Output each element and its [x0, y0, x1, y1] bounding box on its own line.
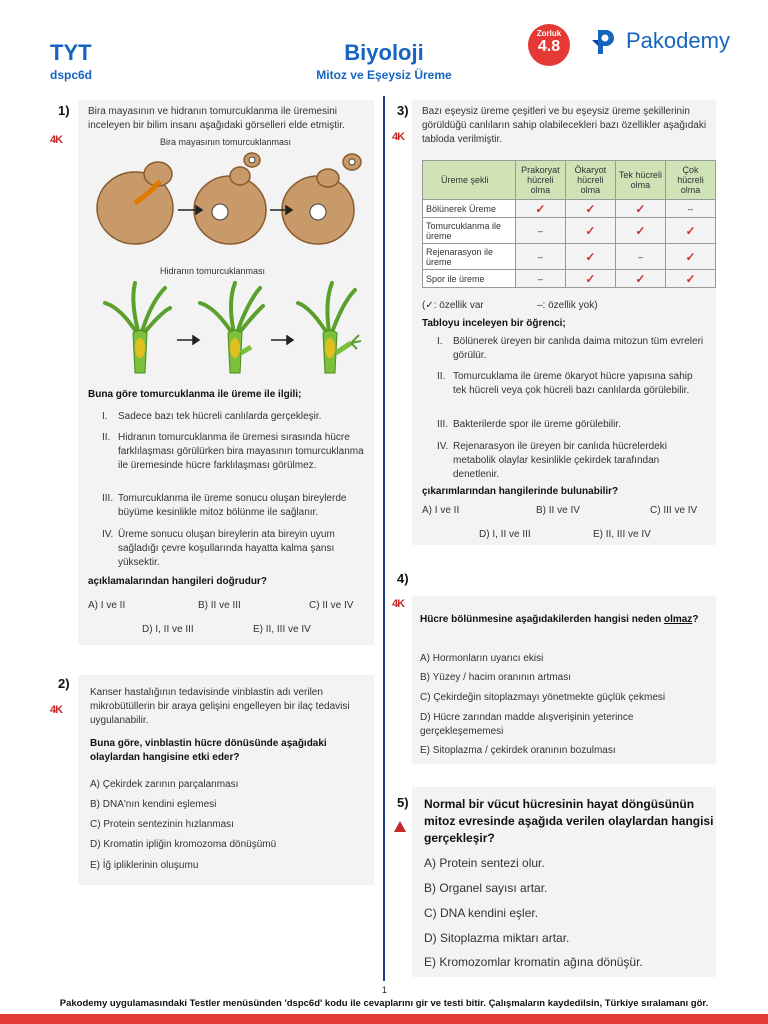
brand-logo	[590, 26, 730, 56]
item-text: Sadece bazı tek hücreli canlılarda gerçekleşir.	[118, 411, 322, 422]
row-label: Bölünerek Üreme	[423, 200, 516, 218]
table-header: Çok hücreli olma	[665, 161, 715, 200]
option-b[interactable]: B) DNA'nın kendini eşlemesi	[90, 799, 217, 810]
option-b[interactable]: B) II ve III	[198, 600, 241, 611]
table-cell: ✓	[565, 270, 615, 288]
table-row	[423, 218, 716, 244]
hydra-caption: Hidranın tomurcuklanması	[160, 266, 266, 276]
option-b[interactable]: B) II ve IV	[536, 505, 580, 516]
table-cell: ✓	[665, 244, 715, 270]
footer-bar	[0, 1014, 768, 1024]
difficulty-value: 4.8	[537, 38, 561, 55]
table-cell: ✓	[565, 244, 615, 270]
item-numeral: III.	[437, 419, 449, 430]
item-text: Tomurcuklama ile üreme ökaryot hücre yapısına sahip tek hücreli veya çok hücreli bazı canlılarda görülebilir.	[453, 371, 693, 396]
reproduction-table	[422, 160, 716, 288]
item-numeral: II.	[102, 432, 111, 443]
question-2-stem: Kanser hastalığının tedavisinde vinblastin adı verilen mikrobütüllerin bir araya gelişini engelleyen bir ilaç tedavisi uygulanabilir.	[90, 687, 350, 726]
question-5-stem: Normal bir vücut hücresinin hayat döngüsünün mitoz evresinde aşağıda verilen olaylardan hangisi gerçekleşir?	[424, 797, 714, 845]
yeast-budding-illustration	[90, 148, 370, 248]
option-a[interactable]: A) Protein sentezi olur.	[424, 856, 545, 870]
pakodemy-logo-icon	[590, 26, 620, 56]
table-cell: ✓	[615, 218, 665, 244]
hydra-budding-illustration	[95, 278, 370, 378]
option-e[interactable]: E) Sitoplazma / çekirdek oranının bozulması	[420, 745, 616, 756]
table-row	[423, 244, 716, 270]
stem-text: Hücre bölünmesine aşağıdakilerden hangisi neden	[420, 614, 662, 625]
question-5-number: 5)	[397, 795, 409, 810]
question-3-ask: çıkarımlarından hangilerinde bulunabilir?	[422, 486, 619, 497]
item-text: Rejenarasyon ile üreyen bir canlıda hücrelerdeki metabolik olaylar kesinlikle çekirdek tarafından denetlenir.	[453, 441, 668, 480]
table-cell: –	[515, 244, 565, 270]
source-logo: 4K	[50, 134, 63, 146]
option-a[interactable]: A) Çekirdek zarının parçalanması	[90, 779, 239, 790]
stem-underlined: olmaz	[663, 614, 693, 625]
option-c[interactable]: C) II ve IV	[309, 600, 354, 611]
table-header-row	[423, 161, 716, 200]
difficulty-label: Zorluk	[536, 29, 562, 38]
question-1-stem: Bira mayasının ve hidranın tomurcuklanma ile üremesini inceleyen bir bilim insanı aşağıdaki görselleri elde etmiştir.	[88, 106, 345, 131]
table-cell: –	[515, 270, 565, 288]
table-header: Ökaryot hücreli olma	[565, 161, 615, 200]
table-cell: –	[615, 244, 665, 270]
option-a[interactable]: A) I ve II	[88, 600, 126, 611]
legend-yes: (✓: özellik var	[422, 300, 484, 311]
question-1-ask: açıklamalarından hangileri doğrudur?	[88, 576, 267, 587]
option-c[interactable]: C) III ve IV	[650, 505, 698, 516]
table-cell: ✓	[565, 218, 615, 244]
question-1-lead: Buna göre tomurcuklanma ile üreme ile ilgili;	[88, 389, 302, 400]
item-text: Bakterilerde spor ile üreme görülebilir.	[453, 419, 621, 430]
item-text: Bölünerek üreyen bir canlıda daima mitozun tüm evreleri görülür.	[453, 336, 704, 361]
table-cell: ✓	[565, 200, 615, 218]
option-c[interactable]: C) DNA kendini eşler.	[424, 906, 539, 920]
item-text: Üreme sonucu oluşan bireylerin ata bireyin uyum sağladığı çevre koşullarında hayatta kalma şansı yüksektir.	[118, 529, 335, 568]
option-d[interactable]: D) I, II ve III	[142, 624, 194, 635]
difficulty-badge	[528, 24, 570, 66]
source-logo: 4K	[392, 131, 405, 143]
table-cell: ✓	[615, 200, 665, 218]
option-d[interactable]: D) Hücre zarından madde alışverişinin yeterince gerçekleşememesi	[420, 712, 634, 737]
table-header: Üreme şekli	[423, 161, 516, 200]
question-4-stem	[420, 613, 710, 627]
item-numeral: I.	[437, 336, 443, 347]
item-numeral: I.	[102, 411, 108, 422]
item-numeral: IV.	[102, 529, 114, 540]
warning-triangle-icon	[394, 821, 406, 832]
table-row	[423, 200, 716, 218]
table-cell: ✓	[615, 270, 665, 288]
table-header: Tek hücreli olma	[615, 161, 665, 200]
option-c[interactable]: C) Çekirdeğin sitoplazmayı yönetmekte güçlük çekmesi	[420, 692, 666, 703]
source-logo: 4K	[50, 704, 63, 716]
topic-title: Mitoz ve Eşeysiz Üreme	[316, 68, 452, 82]
page-number: 1	[382, 985, 388, 995]
question-2-lead: Buna göre, vinblastin hücre dönüsünde aşağıdaki olaylardan hangisine etki eder?	[90, 738, 327, 763]
option-d[interactable]: D) Kromatin ipliğin kromozoma dönüşümü	[90, 839, 277, 850]
option-e[interactable]: E) II, III ve IV	[593, 529, 651, 540]
item-numeral: IV.	[437, 441, 449, 452]
option-e[interactable]: E) İğ ipliklerinin oluşumu	[90, 860, 199, 871]
option-a[interactable]: A) Hormonların uyarıcı ekisi	[420, 653, 544, 664]
brand-name: Pakodemy	[626, 28, 730, 53]
table-cell: –	[665, 200, 715, 218]
table-cell: ✓	[665, 218, 715, 244]
option-b[interactable]: B) Yüzey / hacim oranının artması	[420, 672, 571, 683]
footer-instructions: Pakodemy uygulamasındaki Testler menüsünden 'dspc6d' kodu ile cevaplarını gir ve testi bitir. Çalışmaların kaydedilsin, Türkiye sıralamanı gör.	[59, 998, 709, 1009]
test-code: dspc6d	[50, 68, 93, 82]
yeast-caption: Bira mayasının tomurcuklanması	[160, 137, 292, 147]
legend-no: –: özellik yok)	[537, 300, 598, 311]
item-text: Hidranın tomurcuklanma ile üremesi sırasında hücre farklılaşması görülürken bira mayasının tomurcuklanma ile üremesinde hücre farklılaşması görülmez.	[118, 432, 364, 471]
table-cell: –	[515, 218, 565, 244]
row-label: Spor ile üreme	[423, 270, 516, 288]
source-logo: 4K	[392, 598, 405, 610]
question-1-number: 1)	[58, 103, 70, 118]
table-cell: ✓	[665, 270, 715, 288]
row-label: Rejenarasyon ile üreme	[423, 244, 516, 270]
item-text: Tomurcuklanma ile üreme sonucu oluşan bireylerde büyüme kesinlikle mitoz bölünme ile sağlanır.	[118, 493, 347, 518]
row-label: Tomurcuklanma ile üreme	[423, 218, 516, 244]
option-b[interactable]: B) Organel sayısı artar.	[424, 881, 548, 895]
table-row	[423, 270, 716, 288]
question-3-number: 3)	[397, 103, 409, 118]
question-3-lead: Tabloyu inceleyen bir öğrenci;	[422, 318, 566, 329]
subject-title: Biyoloji	[344, 40, 424, 65]
option-c[interactable]: C) Protein sentezinin hızlanması	[90, 819, 234, 830]
item-numeral: III.	[102, 493, 114, 504]
option-a[interactable]: A) I ve II	[422, 505, 460, 516]
table-cell: ✓	[515, 200, 565, 218]
exam-title: TYT	[50, 40, 92, 65]
stem-end: ?	[692, 614, 699, 625]
question-2-number: 2)	[58, 676, 70, 691]
table-header: Prakoryat hücreli olma	[515, 161, 565, 200]
option-d[interactable]: D) Sitoplazma miktarı artar.	[424, 931, 570, 945]
item-numeral: II.	[437, 371, 446, 382]
question-3-stem: Bazı eşeysiz üreme çeşitleri ve bu eşeysiz üreme şekillerinin görüldüğü canlıların sahip olabilecekleri bazı özellikler aşağıdaki tabloda verilmiştir.	[422, 106, 707, 145]
question-4-number: 4)	[397, 571, 409, 586]
option-d[interactable]: D) I, II ve III	[479, 529, 531, 540]
option-e[interactable]: E) II, III ve IV	[253, 624, 311, 635]
column-divider	[383, 96, 385, 981]
option-e[interactable]: E) Kromozomlar kromatin ağına dönüşür.	[424, 955, 643, 969]
